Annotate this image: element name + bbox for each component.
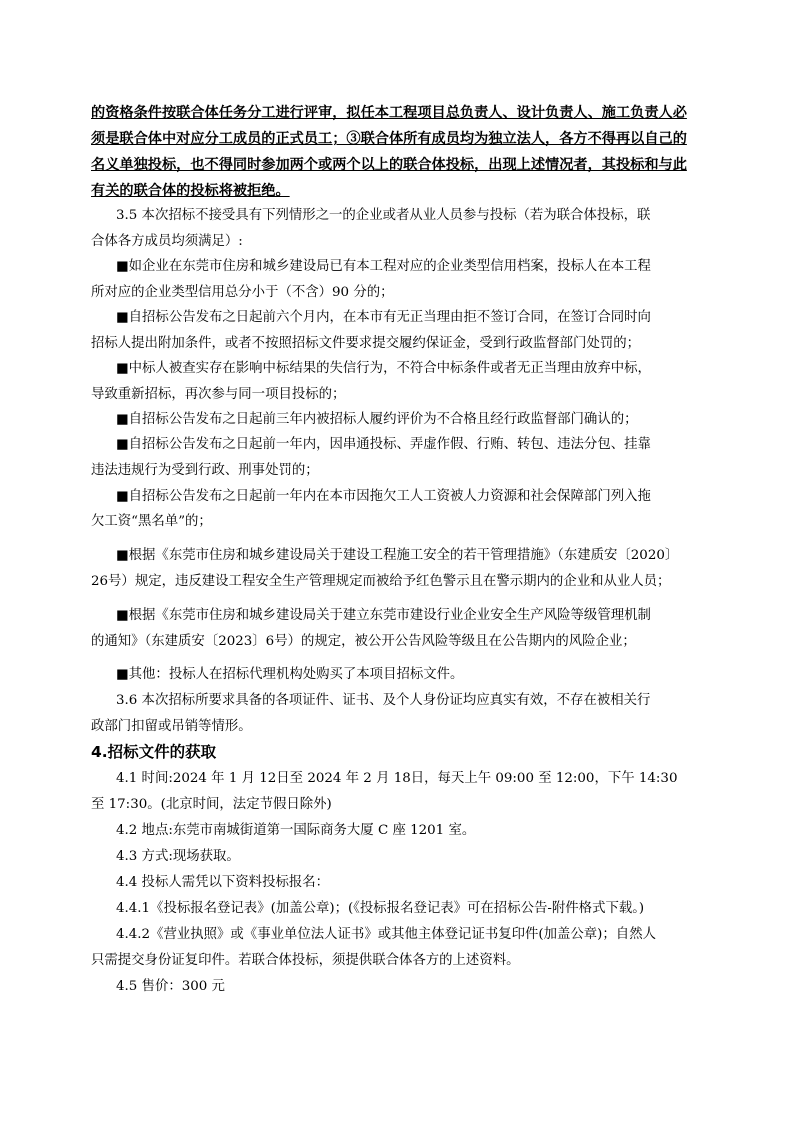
text-line: 4.4 投标人需凭以下资料投标报名：: [116, 875, 330, 890]
text-line: 的资格条件按联合体任务分工进行评审，拟任本工程项目总负责人、设计负责人、施工负责人必: [91, 105, 687, 121]
text-line: ■自招标公告发布之日起前一年内在本市因拖欠工人工资被人力资源和社会保障部门列入拖: [116, 489, 651, 504]
text-line: 的通知》（东建质安〔2023〕6号）的规定，被公开公告风险等级且在公告期内的风险企业；: [91, 634, 636, 649]
text-line: 3.6 本次招标所要求具备的各项证件、证书、及个人身份证均应真实有效，不存在被相关行: [116, 693, 651, 708]
text-line: ■自招标公告发布之日起前三年内被招标人履约评价为不合格且经行政监督部门确认的；: [116, 412, 638, 427]
text-line: 4.1 时间:2024 年 1 月 12日至 2024 年 2 月 18日，每天上午 09:00 至 12:00，下午 14:30: [116, 771, 678, 786]
text-line: 26号）规定，违反建设工程安全生产管理规定而被给予红色警示且在警示期内的企业和从业人员；: [91, 574, 671, 589]
text-line: 须是联合体中对应分工成员的正式员工；③联合体所有成员均为独立法人，各方不得再以自己的: [91, 131, 687, 147]
text-line: ■中标人被查实存在影响中标结果的失信行为，不符合中标条件或者无正当理由放弃中标，: [116, 361, 651, 376]
text-line: 至 17:30。(北京时间，法定节假日除外): [91, 797, 332, 812]
text-line: 违法违规行为受到行政、刑事处罚的；: [91, 463, 319, 478]
text-line: 欠工资“黑名单”的；: [91, 514, 212, 529]
text-line: ■自招标公告发布之日起前一年内，因串通投标、弄虚作假、行贿、转包、违法分包、挂靠: [116, 437, 651, 452]
text-line: 4.4.2《营业执照》或《事业单位法人证书》或其他主体登记证书复印件(加盖公章)；自然人: [116, 927, 656, 942]
text-line: 导致重新招标，再次参与同一项目投标的；: [91, 387, 346, 402]
text-line: 3.5 本次招标不接受具有下列情形之一的企业或者从业人员参与投标（若为联合体投标，联: [116, 208, 651, 223]
text-line: ■根据《东莞市住房和城乡建设局关于建立东莞市建设行业企业安全生产风险等级管理机制: [116, 608, 651, 623]
text-line: 招标人提出附加条件，或者不按照招标文件要求提交履约保证金，受到行政监督部门处罚的；: [91, 336, 641, 351]
section-heading: 4.招标文件的获取: [91, 743, 217, 761]
text-line: 4.4.1《投标报名登记表》(加盖公章)；(《投标报名登记表》可在招标公告-附件格式下载。): [116, 901, 645, 916]
text-line: 政部门扣留或吊销等情形。: [91, 719, 252, 734]
text-line: ■如企业在东莞市住房和城乡建设局已有本工程对应的企业类型信用档案，投标人在本工程: [116, 259, 651, 274]
text-line: 4.2 地点:东莞市南城街道第一国际商务大厦 C 座 1201 室。: [116, 823, 476, 838]
text-line: ■根据《东莞市住房和城乡建设局关于建设工程施工安全的若干管理措施》（东建质安〔2020〕: [116, 548, 679, 563]
text-line: 4.3 方式:现场获取。: [116, 849, 240, 864]
text-line: 合体各方成员均须满足）:: [91, 234, 243, 249]
text-line: 4.5 售价：300 元: [116, 979, 225, 994]
text-line: 只需提交身份证复印件。若联合体投标，须提供联合体各方的上述资料。: [91, 953, 520, 968]
text-line: 所对应的企业类型信用总分小于（不含）90 分的；: [91, 285, 394, 300]
text-line: 有关的联合体的投标将被拒绝。: [91, 183, 290, 199]
text-line: 名义单独投标，也不得同时参加两个或两个以上的联合体投标，出现上述情况者，其投标和与此: [91, 157, 687, 173]
text-line: ■其他：投标人在招标代理机构处购买了本项目招标文件。: [116, 667, 464, 682]
text-line: ■自招标公告发布之日起前六个月内，在本市有无正当理由拒不签订合同，在签订合同时向: [116, 310, 651, 325]
